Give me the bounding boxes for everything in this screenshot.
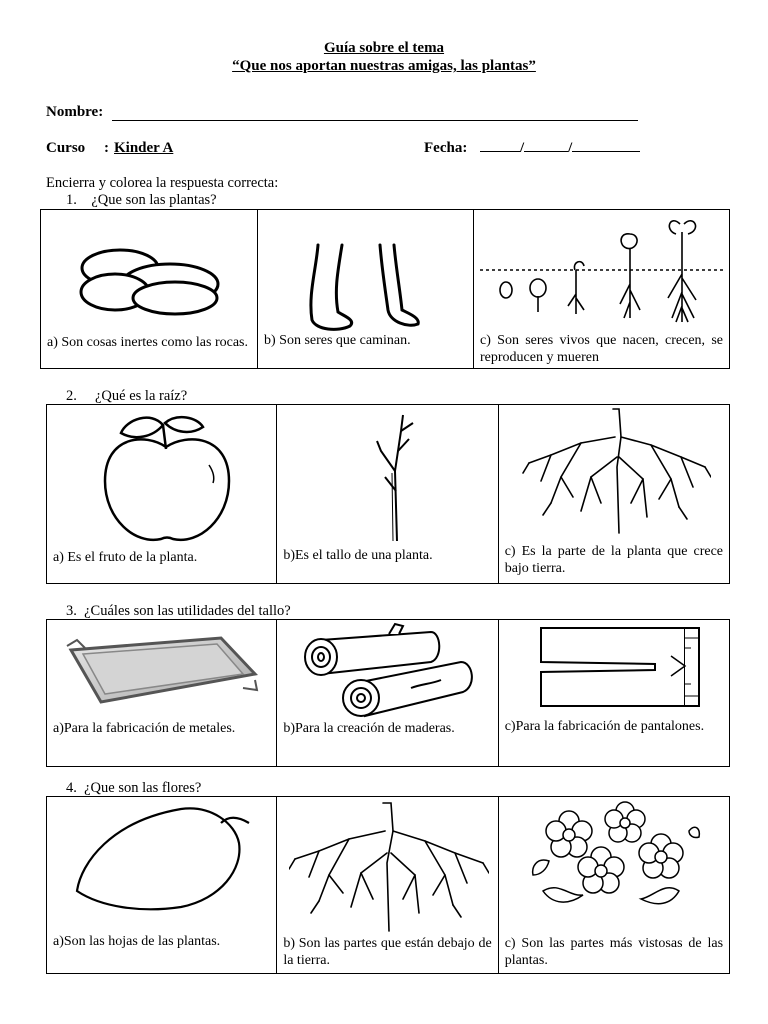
question-2-option-b[interactable] bbox=[277, 405, 498, 583]
question-2-label: 2. ¿Qué es la raíz? bbox=[66, 388, 188, 404]
roots-icon bbox=[521, 407, 711, 537]
question-4-option-b-caption: b) Son las partes que están debajo de la tierra. bbox=[283, 936, 492, 968]
leaf-icon bbox=[71, 803, 255, 913]
title-line-2: “Que nos aportan nuestras amigas, las plantas” bbox=[232, 58, 536, 74]
question-1-option-a[interactable] bbox=[41, 210, 258, 368]
question-3-option-a[interactable] bbox=[47, 620, 277, 766]
question-1-option-c[interactable] bbox=[474, 210, 729, 368]
question-2-option-c[interactable] bbox=[499, 405, 729, 583]
course-label: Curso bbox=[46, 140, 86, 156]
question-3-option-b[interactable] bbox=[277, 620, 498, 766]
question-1-option-b-caption: b) Son seres que caminan. bbox=[264, 333, 411, 348]
question-4-option-b[interactable] bbox=[277, 797, 498, 973]
tray-icon bbox=[61, 632, 261, 712]
question-2-option-c-caption: c) Es la parte de la planta que crece bajo tierra. bbox=[504, 544, 724, 576]
question-3-label: 3. ¿Cuáles son las utilidades del tallo? bbox=[66, 603, 291, 619]
question-2-option-b-caption: b)Es el tallo de una planta. bbox=[283, 548, 433, 563]
question-1-options bbox=[40, 209, 730, 369]
question-2-option-a[interactable] bbox=[47, 405, 277, 583]
date-field[interactable]: / / bbox=[480, 140, 640, 157]
plant-growth-icon bbox=[480, 214, 724, 324]
question-1-option-b[interactable] bbox=[258, 210, 474, 368]
instructions: Encierra y colorea la respuesta correcta: bbox=[46, 175, 279, 191]
legs-icon bbox=[298, 240, 428, 335]
question-4-option-c[interactable] bbox=[499, 797, 729, 973]
question-1-option-a-caption: a) Son cosas inertes como las rocas. bbox=[47, 335, 248, 350]
title-line-1: Guía sobre el tema bbox=[323, 40, 445, 56]
course-colon: : bbox=[104, 140, 109, 156]
name-label: Nombre: bbox=[46, 104, 104, 120]
question-4-option-a-caption: a)Son las hojas de las plantas. bbox=[53, 934, 221, 949]
pants-icon bbox=[535, 626, 705, 710]
stem-icon bbox=[357, 411, 427, 541]
question-3-options bbox=[46, 619, 730, 767]
name-field[interactable] bbox=[112, 120, 638, 121]
course-value: Kinder A bbox=[114, 140, 174, 156]
question-2-options bbox=[46, 404, 730, 584]
question-3-option-c[interactable] bbox=[499, 620, 729, 766]
question-4-option-c-caption: c) Son las partes más vistosas de las plantas. bbox=[504, 936, 724, 968]
apple-icon bbox=[91, 411, 241, 551]
question-3-option-c-caption: c)Para la fabricación de pantalones. bbox=[504, 719, 705, 734]
question-3-option-a-caption: a)Para la fabricación de metales. bbox=[53, 721, 236, 736]
date-label: Fecha: bbox=[424, 140, 468, 156]
question-2-option-a-caption: a) Es el fruto de la planta. bbox=[53, 550, 198, 565]
question-1-option-c-caption: c) Son seres vivos que nacen, crecen, se reproducen y mueren bbox=[480, 333, 723, 365]
question-4-options bbox=[46, 796, 730, 974]
rocks-icon bbox=[75, 246, 225, 316]
roots-icon bbox=[289, 801, 489, 935]
question-4-option-a[interactable] bbox=[47, 797, 277, 973]
question-3-option-b-caption: b)Para la creación de maderas. bbox=[283, 721, 455, 736]
question-4-label: 4. ¿Que son las flores? bbox=[66, 780, 202, 796]
question-1-label: 1. ¿Que son las plantas? bbox=[66, 192, 217, 208]
flowers-icon bbox=[529, 801, 701, 925]
logs-icon bbox=[291, 622, 487, 718]
